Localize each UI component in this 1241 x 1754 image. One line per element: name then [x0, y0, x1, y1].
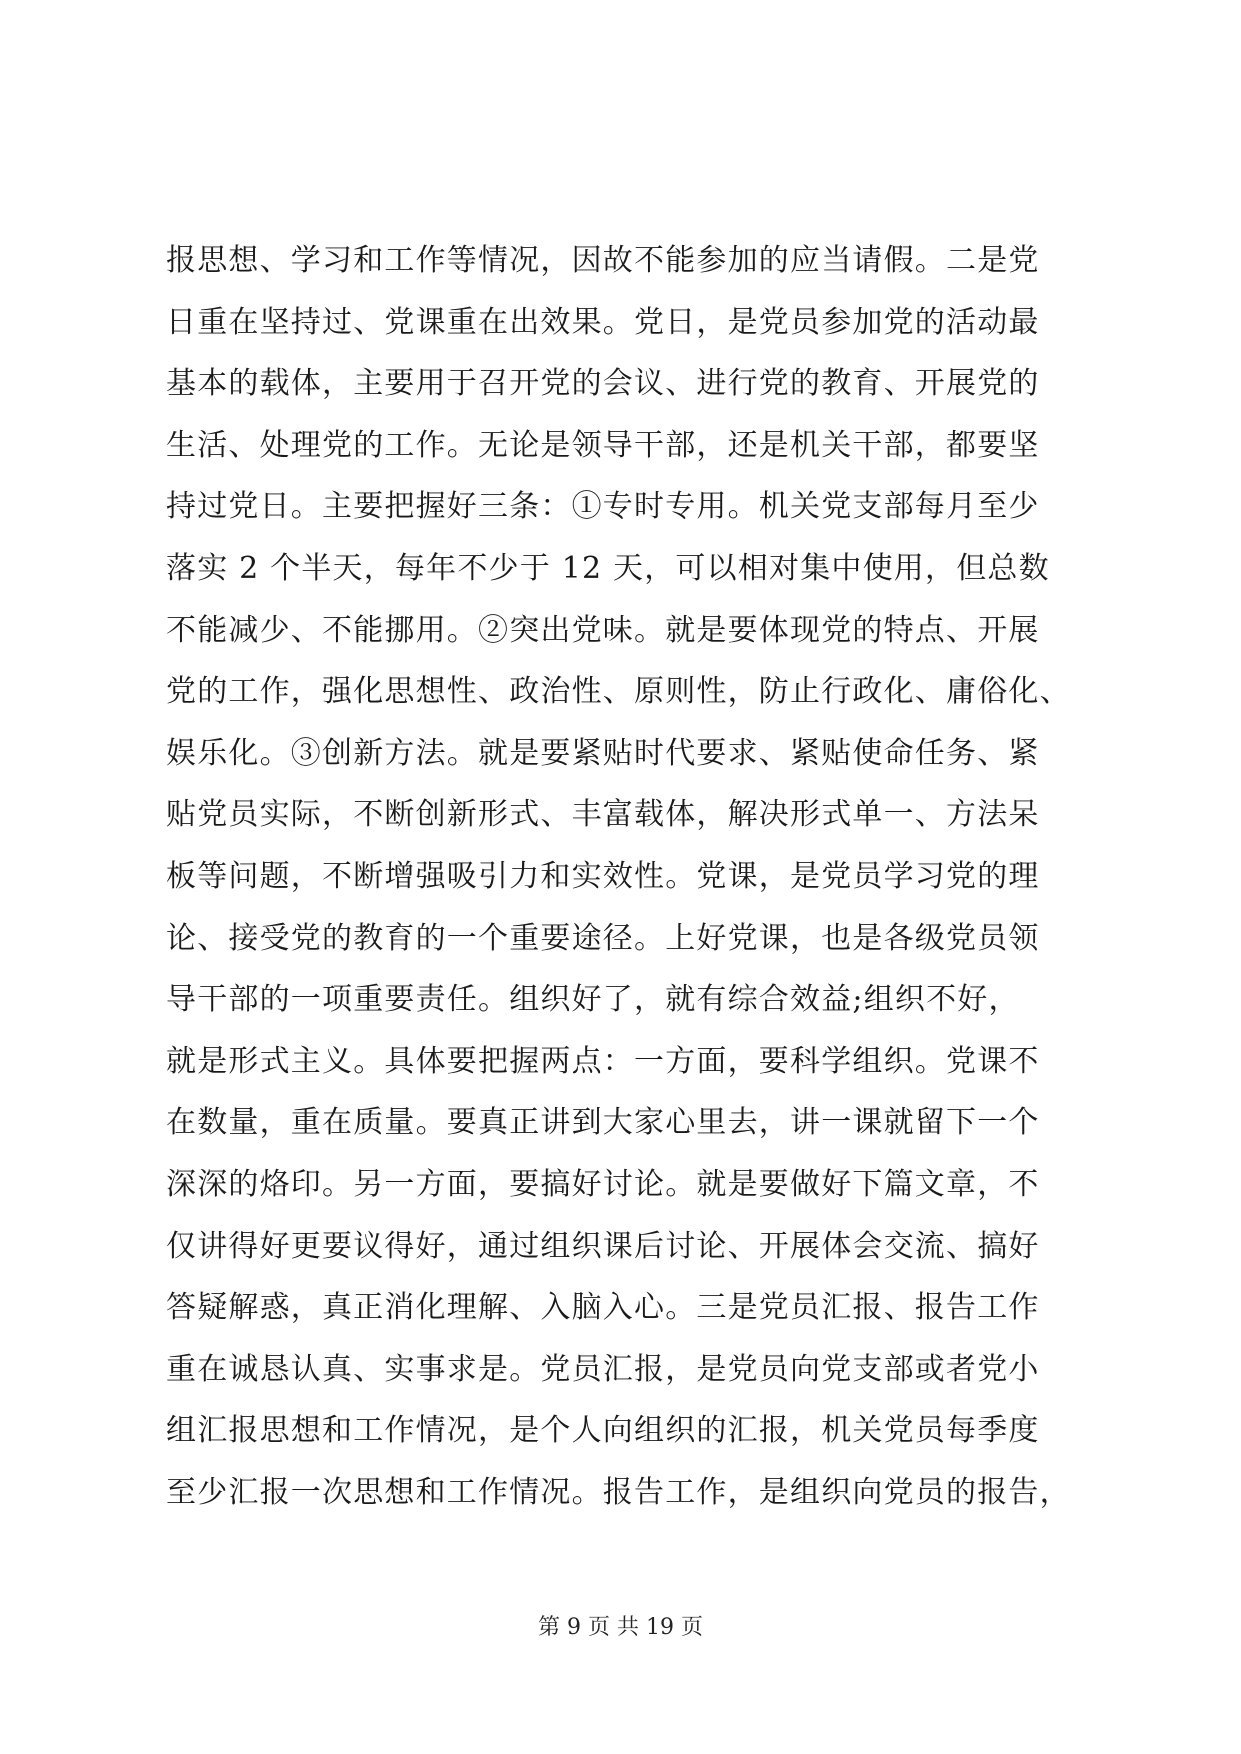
text-line: 党的工作，强化思想性、政治性、原则性，防止行政化、庸俗化、 — [166, 674, 1071, 710]
text-line: 导干部的一项重要责任。组织好了，就有综合效益;组织不好， — [166, 982, 1020, 1018]
text-line: 娱乐化。③创新方法。就是要紧贴时代要求、紧贴使命任务、紧 — [166, 735, 1040, 771]
text-line: 生活、处理党的工作。无论是领导干部，还是机关干部，都要坚 — [166, 427, 1040, 463]
text-line: 板等问题，不断增强吸引力和实效性。党课，是党员学习党的理 — [166, 858, 1040, 894]
text-line: 在数量，重在质量。要真正讲到大家心里去，讲一课就留下一个 — [166, 1105, 1040, 1141]
text-line: 落实 2 个半天，每年不少于 12 天，可以相对集中使用，但总数 — [166, 550, 1050, 586]
text-line: 深深的烙印。另一方面，要搞好讨论。就是要做好下篇文章，不 — [166, 1166, 1040, 1202]
text-line: 基本的载体，主要用于召开党的会议、进行党的教育、开展党的 — [166, 366, 1040, 402]
text-line: 重在诚恳认真、实事求是。党员汇报，是党员向党支部或者党小 — [166, 1351, 1040, 1387]
text-line: 至少汇报一次思想和工作情况。报告工作，是组织向党员的报告， — [166, 1474, 1071, 1510]
text-line: 报思想、学习和工作等情况，因故不能参加的应当请假。二是党 — [166, 243, 1040, 278]
body-text — [166, 230, 1086, 1523]
page-footer — [0, 1612, 1241, 1644]
text-line: 仅讲得好更要议得好，通过组织课后讨论、开展体会交流、搞好 — [166, 1228, 1040, 1264]
text-line: 就是形式主义。具体要把握两点：一方面，要科学组织。党课不 — [166, 1043, 1040, 1079]
text-line: 贴党员实际，不断创新形式、丰富载体，解决形式单一、方法呆 — [166, 797, 1040, 833]
page-number: 第 9 页 共 19 页 — [538, 1615, 703, 1640]
text-line: 论、接受党的教育的一个重要途径。上好党课，也是各级党员领 — [166, 920, 1040, 956]
text-line: 组汇报思想和工作情况，是个人向组织的汇报，机关党员每季度 — [166, 1413, 1040, 1449]
text-line: 不能减少、不能挪用。②突出党味。就是要体现党的特点、开展 — [166, 612, 1040, 648]
text-line: 持过党日。主要把握好三条：①专时专用。机关党支部每月至少 — [166, 489, 1040, 525]
text-line: 答疑解惑，真正消化理解、入脑入心。三是党员汇报、报告工作 — [166, 1290, 1040, 1326]
text-line: 日重在坚持过、党课重在出效果。党日，是党员参加党的活动最 — [166, 304, 1040, 340]
